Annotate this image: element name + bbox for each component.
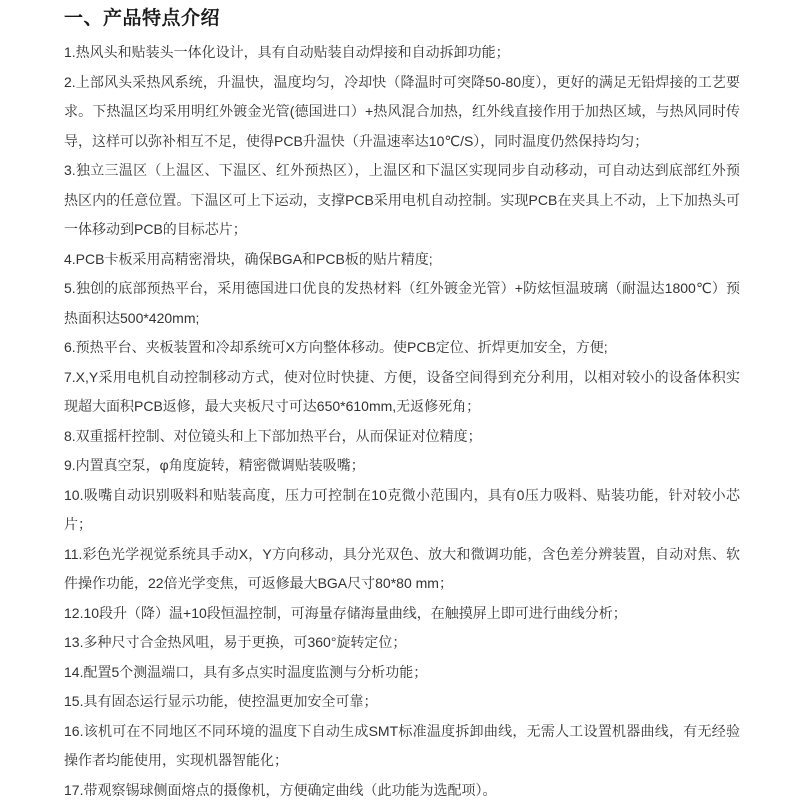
feature-item-5: 5.独创的底部预热平台，采用德国进口优良的发热材料（红外镀金光管）+防炫恒温玻璃（耐温达1800℃）预热面积达500*420mm; <box>64 274 740 333</box>
feature-item-14: 14.配置5个测温端口，具有多点实时温度监测与分析功能； <box>64 658 740 688</box>
feature-item-13: 13.多种尺寸合金热风咀，易于更换，可360°旋转定位； <box>64 628 740 658</box>
feature-list <box>64 38 740 805</box>
feature-item-11: 11.彩色光学视觉系统具手动X，Y方向移动，具分光双色、放大和微调功能，含色差分辨装置，自动对焦、软件操作功能，22倍光学变焦，可返修最大BGA尺寸80*80 mm； <box>64 540 740 599</box>
page-title: 一、产品特点介绍 <box>64 6 740 32</box>
feature-item-7: 7.X,Y采用电机自动控制移动方式，使对位时快捷、方便，设备空间得到充分利用，以相对较小的设备体积实现超大面积PCB返修，最大夹板尺寸可达650*610mm,无返修死角； <box>64 363 740 422</box>
feature-item-10: 10.吸嘴自动识别吸料和贴装高度，压力可控制在10克微小范围内，具有0压力吸料、贴装功能，针对较小芯片； <box>64 481 740 540</box>
feature-item-16: 16.该机可在不同地区不同环境的温度下自动生成SMT标准温度拆卸曲线，无需人工设置机器曲线，有无经验操作者均能使用，实现机器智能化； <box>64 717 740 776</box>
feature-item-17: 17.带观察锡球侧面熔点的摄像机，方便确定曲线（此功能为选配项）。 <box>64 776 740 805</box>
feature-item-9: 9.内置真空泵，φ角度旋转，精密微调贴装吸嘴； <box>64 451 740 481</box>
feature-item-6: 6.预热平台、夹板装置和冷却系统可X方向整体移动。使PCB定位、折焊更加安全，方便; <box>64 333 740 363</box>
feature-item-2: 2.上部风头采热风系统，升温快，温度均匀，冷却快（降温时可突降50-80度），更好的满足无铅焊接的工艺要求。下热温区均采用明红外镀金光管(德国进口）+热风混合加热，红外线直接作用于加热区域，与热风同时传导，这样可以弥补相互不足，使得PCB升温快（升温速率达10℃/S），同时温度仍然保持均匀； <box>64 68 740 157</box>
feature-item-4: 4.PCB卡板采用高精密滑块，确保BGA和PCB板的贴片精度; <box>64 245 740 275</box>
feature-item-3: 3.独立三温区（上温区、下温区、红外预热区），上温区和下温区实现同步自动移动，可自动达到底部红外预热区内的任意位置。下温区可上下运动，支撑PCB采用电机自动控制。实现PCB在夹具上不动，上下加热头可一体移动到PCB的目标芯片； <box>64 156 740 245</box>
feature-item-8: 8.双重摇杆控制、对位镜头和上下部加热平台，从而保证对位精度； <box>64 422 740 452</box>
feature-item-1: 1.热风头和贴装头一体化设计，具有自动贴装自动焊接和自动拆卸功能； <box>64 38 740 68</box>
feature-item-15: 15.具有固态运行显示功能，使控温更加安全可靠； <box>64 687 740 717</box>
feature-item-12: 12.10段升（降）温+10段恒温控制，可海量存储海量曲线，在触摸屏上即可进行曲线分析； <box>64 599 740 629</box>
